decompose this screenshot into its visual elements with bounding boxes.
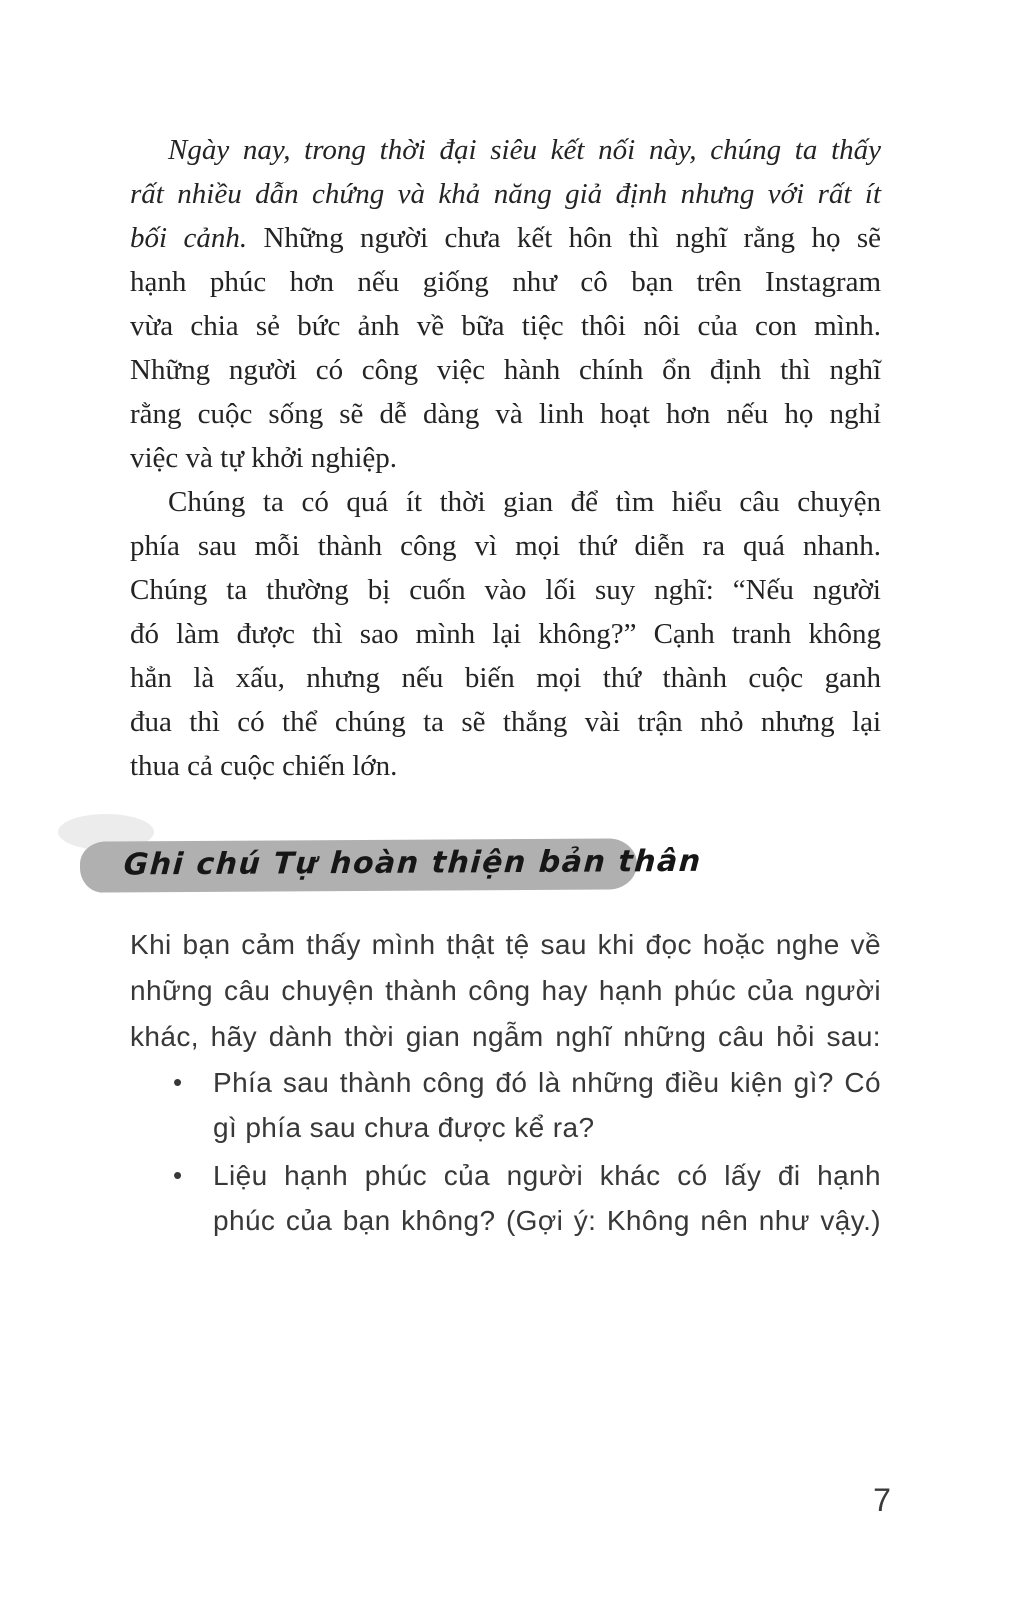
paragraph-second: [130, 480, 881, 788]
text-line: những câu chuyện thành công hay hạnh phúc của người: [130, 975, 881, 1006]
page-number: 7: [873, 1482, 891, 1518]
body-text: [130, 128, 881, 788]
text-line: [130, 216, 881, 260]
text-line: Chúng ta thường bị cuốn vào lối suy nghĩ: “Nếu người: [130, 574, 881, 606]
paragraph-opening: [130, 128, 881, 480]
text-line: Liệu hạnh phúc của người khác có lấy đi hạnh: [213, 1160, 881, 1191]
text-line: rằng cuộc sống sẽ dễ dàng và linh hoạt hơn nếu họ nghỉ: [130, 398, 881, 430]
text-line: Phía sau thành công đó là những điều kiện gì? Có: [213, 1067, 881, 1098]
text-line: Ngày nay, trong thời đại siêu kết nối này, chúng ta thấy: [168, 134, 881, 166]
text-line: việc và tự khởi nghiệp.: [130, 442, 398, 474]
text-line: đua thì có thể chúng ta sẽ thắng vài trận nhỏ nhưng lại: [130, 706, 881, 738]
list-item: [173, 1153, 881, 1243]
text-line: hẳn là xấu, nhưng nếu biến mọi thứ thành cuộc ganh: [130, 662, 881, 694]
list-item: [173, 1060, 881, 1150]
bullet-marker: •: [173, 1067, 183, 1097]
note-heading: Ghi chú Tự hoàn thiện bản thân: [122, 843, 703, 883]
text-line: Khi bạn cảm thấy mình thật tệ sau khi đọc hoặc nghe về: [130, 929, 881, 960]
text-line: khác, hãy dành thời gian ngẫm nghĩ những câu hỏi sau:: [130, 1021, 881, 1052]
text-line: phúc của bạn không? (Gợi ý: Không nên như vậy.): [213, 1205, 881, 1236]
bullet-text: [213, 1153, 881, 1243]
text-line: hạnh phúc hơn nếu giống như cô bạn trên Instagram: [130, 266, 881, 298]
note-banner: [80, 838, 703, 892]
text-line: thua cả cuộc chiến lớn.: [130, 750, 398, 782]
italic-fragment: bối cảnh.: [130, 222, 248, 254]
bullet-list: [130, 1060, 881, 1246]
text-fragment: Những người chưa kết hôn thì nghĩ rằng họ sẽ: [263, 222, 881, 254]
bullet-text: [213, 1060, 881, 1150]
bullet-marker: •: [173, 1160, 183, 1190]
text-line: gì phía sau chưa được kể ra?: [213, 1112, 595, 1143]
note-paragraph: [130, 922, 881, 1060]
text-line: Những người có công việc hành chính ổn định thì nghĩ: [130, 354, 881, 386]
text-line: vừa chia sẻ bức ảnh về bữa tiệc thôi nôi của con mình.: [130, 310, 881, 342]
text-line: đó làm được thì sao mình lại không?” Cạnh tranh không: [130, 618, 881, 650]
text-line: Chúng ta có quá ít thời gian để tìm hiểu câu chuyện: [168, 486, 881, 518]
text-line: phía sau mỗi thành công vì mọi thứ diễn ra quá nhanh.: [130, 530, 881, 562]
text-line: rất nhiều dẫn chứng và khả năng giả định nhưng với rất ít: [130, 178, 881, 210]
